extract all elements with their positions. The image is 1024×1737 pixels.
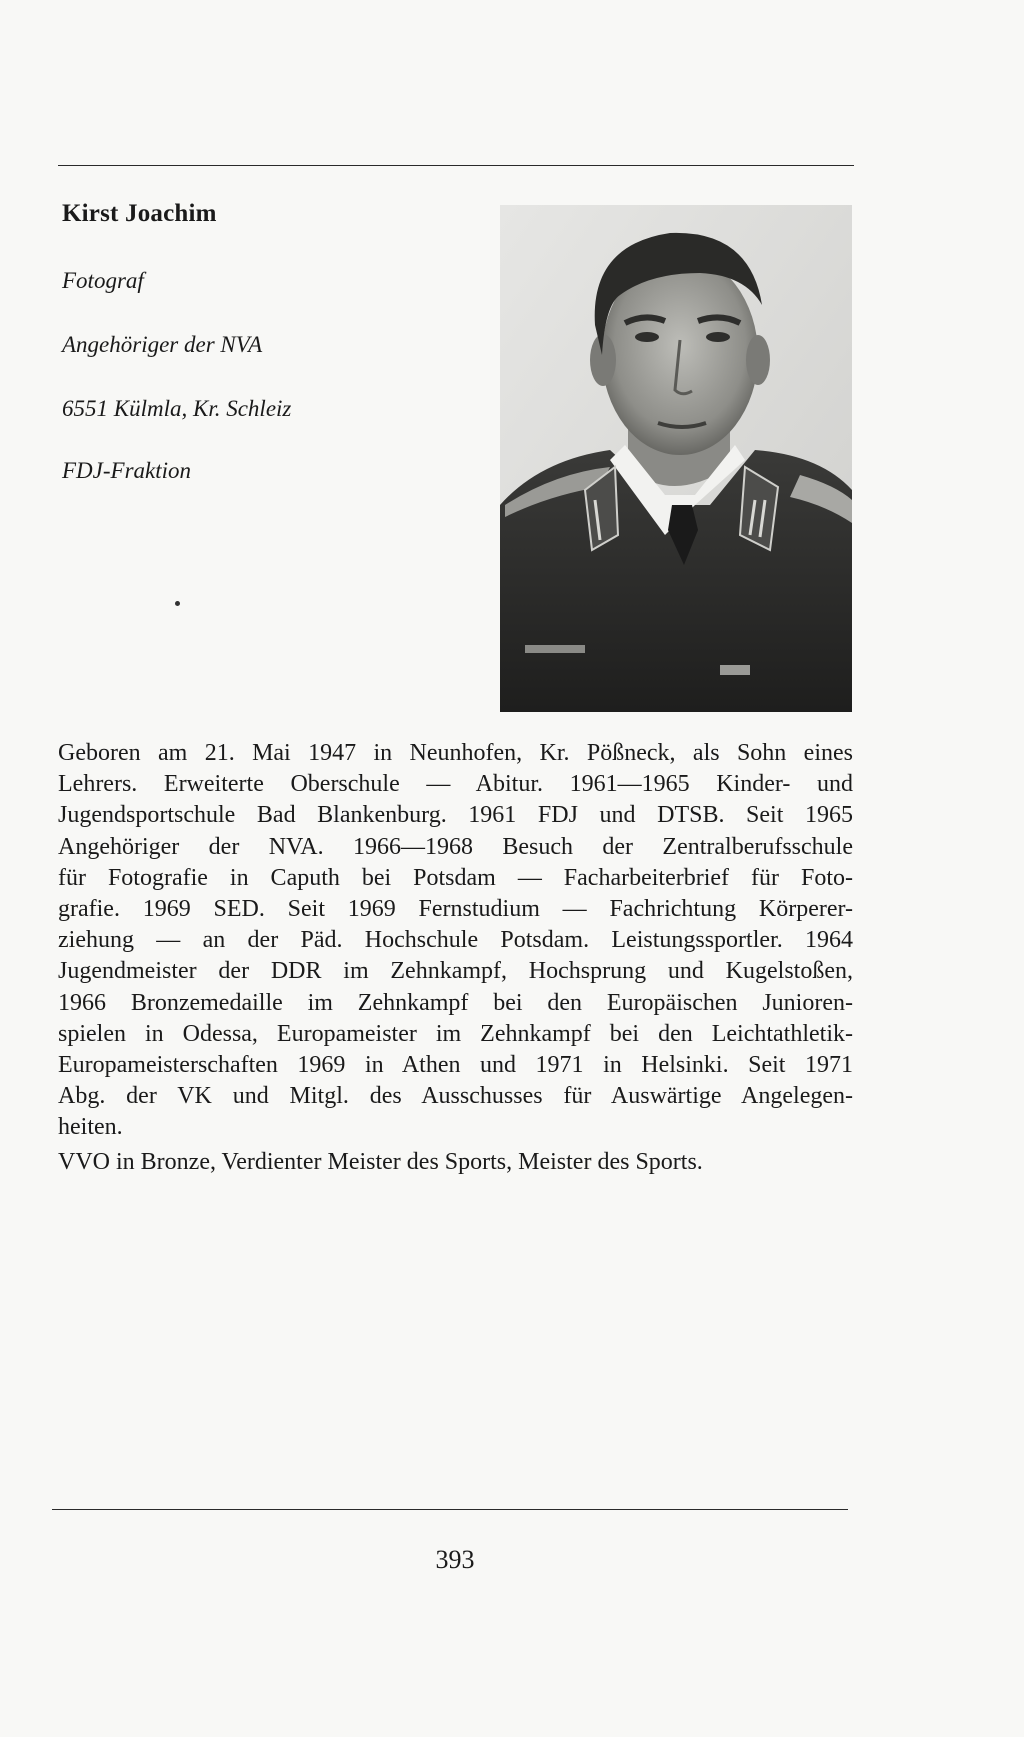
biography-line: Angehöriger der NVA. 1966—1968 Besuch der Zentralberufsschule [58, 833, 853, 860]
page-number: 393 [435, 1545, 475, 1574]
profession: Fotograf [62, 268, 144, 293]
biography-line: heiten. [58, 1114, 123, 1141]
address: 6551 Külmla, Kr. Schleiz [62, 396, 292, 421]
biography-line: 1966 Bronzemedaille im Zehnkampf bei den Europäischen Junioren- [58, 989, 853, 1016]
bottom-divider [52, 1509, 848, 1510]
faction: FDJ-Fraktion [62, 458, 192, 483]
affiliation: Angehöriger der NVA [62, 332, 263, 357]
biography-line: ziehung — an der Päd. Hochschule Potsdam. Leistungssportler. 1964 [58, 927, 853, 954]
biography-text [58, 738, 853, 1144]
biography-line: Lehrers. Erweiterte Oberschule — Abitur. 1961—1965 Kinder- und [58, 771, 853, 798]
top-divider [58, 165, 854, 166]
portrait-photo-icon [500, 205, 852, 712]
biography-line: Jugendsportschule Bad Blankenburg. 1961 FDJ und DTSB. Seit 1965 [58, 802, 853, 829]
biography-line: Geboren am 21. Mai 1947 in Neunhofen, Kr. Pößneck, als Sohn eines [58, 740, 853, 766]
speck-mark [175, 601, 180, 606]
biography-line: Abg. der VK und Mitgl. des Ausschusses für Auswärtige Angelegen- [58, 1083, 853, 1110]
biography-line: für Fotografie in Caputh bei Potsdam — Facharbeiterbrief für Foto- [58, 864, 853, 891]
biography-line: grafie. 1969 SED. Seit 1969 Fernstudium — Fachrichtung Körperer- [58, 896, 853, 923]
biography-line: Jugendmeister der DDR im Zehnkampf, Hochsprung und Kugelstoßen, [58, 958, 853, 985]
awards-text: VVO in Bronze, Verdienter Meister des Sports, Meister des Sports. [58, 1149, 703, 1175]
biography-line: spielen in Odessa, Europameister im Zehnkampf bei den Leichtathletik- [58, 1020, 853, 1047]
biography-line: Europameisterschaften 1969 in Athen und 1971 in Helsinki. Seit 1971 [58, 1052, 853, 1079]
person-name: Kirst Joachim [62, 200, 217, 227]
